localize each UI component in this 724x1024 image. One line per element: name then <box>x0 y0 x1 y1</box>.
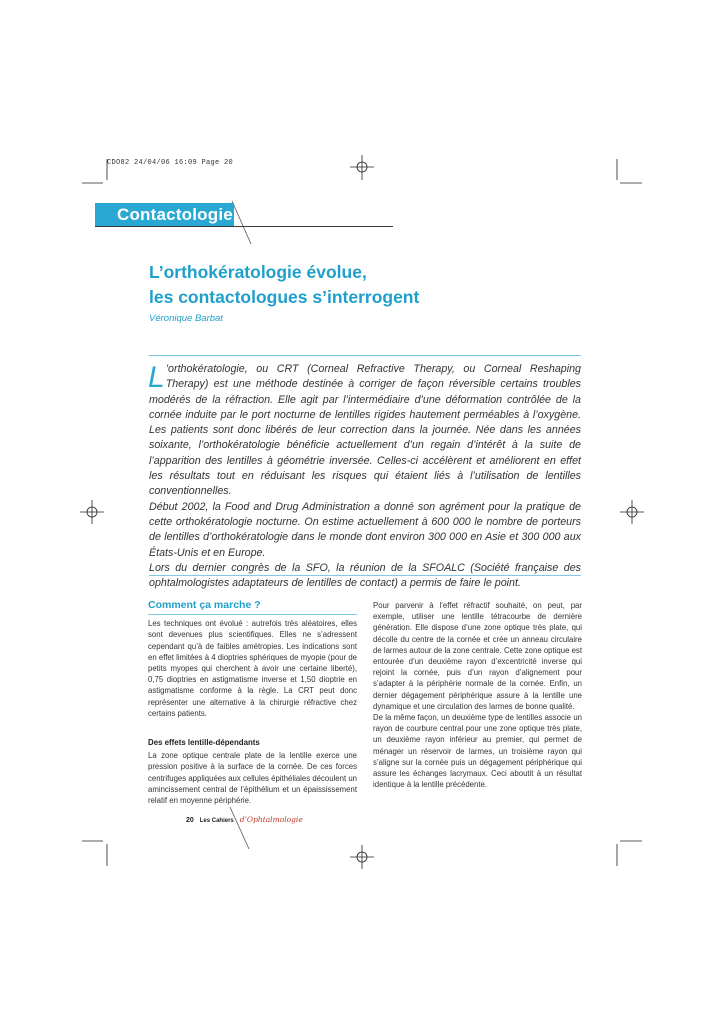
section-rule <box>95 226 393 227</box>
intro-paragraph-2: Début 2002, la Food and Drug Administration a donné son agrément pour la pratique de cette orthokératologie nocturne. On estime actuellement à 600 000 le nombre de porteurs de lentilles d’orthokératologie dans le monde dont environ 300 000 en Asie et 300 000 aux États-Unis et en Europe. <box>149 500 581 559</box>
title-line-2: les contactologues s’interrogent <box>149 287 420 307</box>
right-column <box>373 600 582 790</box>
page-footer <box>186 815 303 824</box>
publication-logo: d’Ophtalmologie <box>239 815 303 824</box>
intro-paragraph-3: Lors du dernier congrès de la SFO, la réunion de la SFOALC (Société française des ophtalmologistes adaptateurs de lentilles de contact) a permis de faire le point. <box>149 561 581 590</box>
left-paragraph-1: Les techniques ont évolué : autrefois très aléatoires, elles sont devenues plus scientifiques. Elles ne s’adressent cependant qu’à de faibles amétropies. Les indications sont en effet limitées à 4 dioptries sphériques de myopie (pour de petits myopes qui cherchent à avoir une certaine liberté), 0,75 dioptries en astigmatisme inverse et 1,50 dioptrie en astigmatisme conforme à la règle. La CRT peut donc représenter une alternative à la chirurgie réfractive chez certains patients. <box>148 619 357 718</box>
title-line-1: L’orthokératologie évolue, <box>149 262 367 282</box>
right-paragraph-1: Pour parvenir à l’effet réfractif souhaité, on peut, par exemple, utiliser une lentille tétracourbe de dernière génération. Elle dispose d’une zone optique très plate, qui décolle du centre de la cornée et crée un anneau circulaire de larmes autour de la zone centrale. Cette zone optique est entourée d’un deuxième rayon d’excentricité inverse qui rejoint la cornée, puis d’un rayon d’alignement pour s’adapter à la périphérie normale de la cornée. Enfin, un dernier dégagement périphérique assure à la lentille une dynamique et une circulation des larmes de bonne qualité. <box>373 601 582 711</box>
page-number: 20 <box>186 817 194 824</box>
intro-top-rule <box>149 355 581 356</box>
left-column <box>148 600 357 806</box>
intro-paragraph-1 <box>149 362 581 500</box>
left-paragraph-2: La zone optique centrale plate de la lentille exerce une pression positive à la surface de la cornée. De ces forces centrifuges appliquées aux cellules épithéliales découlent un amincissement central de l’épithélium et un épaississement relatif en moyenne périphérie. <box>148 751 357 806</box>
print-slug: CDO82 24/04/06 16:09 Page 20 <box>107 159 234 167</box>
intro-bottom-rule <box>149 575 581 576</box>
author: Véronique Barbat <box>149 313 223 324</box>
heading-rule <box>148 614 357 615</box>
intro-paragraph-1-text: ’orthokératologie, ou CRT (Corneal Refractive Therapy, ou Corneal Reshaping Therapy) est une méthode destinée à corriger de façon réversible certains troubles modérés de la réfraction. Elle agit par l’intermédiaire d’une déformation contrôlée de la cornée induite par le port nocturne de lentilles rigides hautement perméables à l’oxygène. Les patients sont donc libérés de leur correction dans la journée. Née dans les années soixante, l’orthokératologie bénéficie actuellement d’un regain d’intérêt à la suite de l’apparition des lentilles à géométrie inversée. Celles-ci accélèrent et améliorent en effet les résultats tout en réduisant les risques qui étaient liés à l’utilisation de lentilles conventionnelles. <box>149 363 581 498</box>
right-paragraph-2: De la même façon, un deuxième type de lentilles associe un rayon de courbure central pour une zone optique très plate, un deuxième rayon inférieur au premier, qui permet de ménager un réservoir de larmes, un troisième rayon qui s’aligne sur la cornée puis un dégagement périphérique qui assure les échanges lacrymaux. Ceci aboutit à un résultat identique à la lentille précédente. <box>373 713 582 790</box>
drop-cap: L <box>148 361 165 394</box>
intro-block <box>149 362 581 591</box>
article-title <box>149 260 589 310</box>
publication-name: Les Cahiers <box>199 818 234 824</box>
section-label: Contactologie <box>117 205 233 224</box>
section-heading: Comment ça marche ? <box>148 599 261 611</box>
subheading: Des effets lentille-dépendants <box>148 738 260 748</box>
